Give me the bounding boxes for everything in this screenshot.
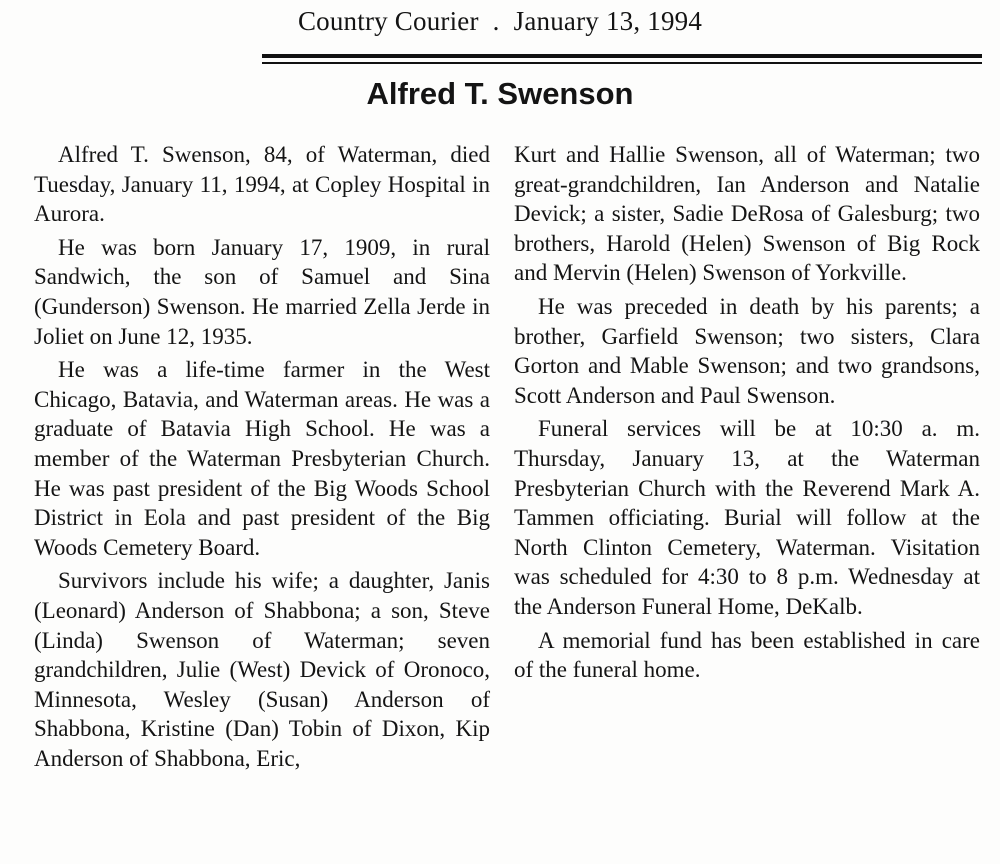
publication-name: Country Courier [297, 6, 479, 36]
article-column-right [514, 140, 980, 689]
paragraph-birth-marriage: He was born January 17, 1909, in rural Sandwich, the son of Samuel and Sina (Gunderson) Swenson. He married Zella Jerde in Joliet on June 12, 1935. [34, 234, 490, 349]
paragraph-death-notice: Alfred T. Swenson, 84, of Waterman, died Tuesday, January 11, 1994, at Copley Hospital in Aurora. [34, 142, 490, 227]
paragraph-funeral-services: Funeral services will be at 10:30 a. m. Thursday, January 13, at the Waterman Presbyterian Church with the Reverend Mark A. Tammen officiating. Burial will follow at the North Clinton Cemetery, Waterman. Visitation was scheduled for 4:30 to 8 p.m. Wednesday at the Anderson Funeral Home, DeKalb. [514, 416, 980, 619]
publication-date: January 13, 1994 [513, 6, 703, 36]
masthead-rule-thin [262, 62, 982, 64]
article-column-left [34, 140, 490, 777]
masthead [0, 4, 1000, 38]
paragraph-career: He was a life-time farmer in the West Chicago, Batavia, and Waterman areas. He was a graduate of Batavia High School. He was a member of the Waterman Presbyterian Church. He was past president of the Big Woods School District in Eola and past president of the Big Woods Cemetery Board. [34, 357, 490, 560]
masthead-rule-thick [262, 54, 982, 58]
paragraph-preceded-in-death: He was preceded in death by his parents; a brother, Garfield Swenson; two sisters, Clara Gorton and Mable Swenson; and two grandsons, Scott Anderson and Paul Swenson. [514, 293, 980, 408]
paragraph-survivors-continued: Kurt and Hallie Swenson, all of Waterman; two great-grandchildren, Ian Anderson and Natalie Devick; a sister, Sadie DeRosa of Galesburg; two brothers, Harold (Helen) Swenson of Big Rock and Mervin (Helen) Swenson of Yorkville. [514, 142, 980, 286]
paragraph-survivors: Survivors include his wife; a daughter, Janis (Leonard) Anderson of Shabbona; a son, Steve (Linda) Swenson of Waterman; seven grandchildren, Julie (West) Devick of Oronoco, Minnesota, Wesley (Susan) Anderson of Shabbona, Kristine (Dan) Tobin of Dixon, Kip Anderson of Shabbona, Eric, [34, 568, 490, 771]
paragraph-memorial-fund: A memorial fund has been established in care of the funeral home. [514, 627, 980, 683]
masthead-separator: . [492, 6, 500, 36]
article-headline: Alfred T. Swenson [366, 76, 634, 111]
